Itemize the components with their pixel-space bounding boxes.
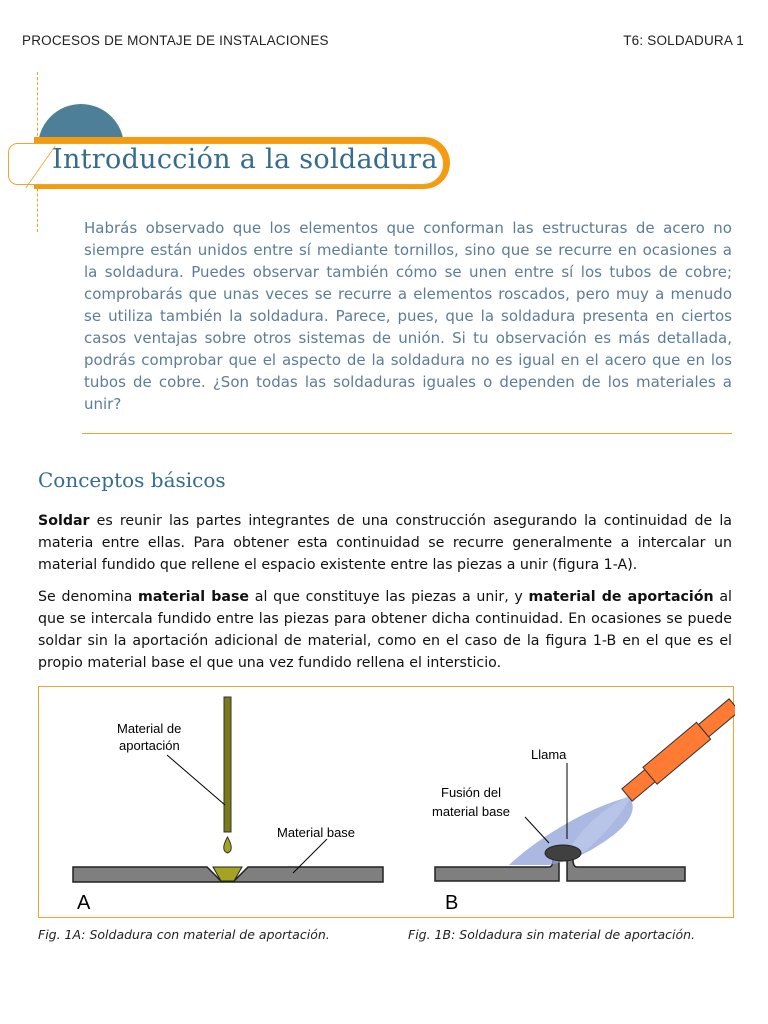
intro-paragraph: Habrás observado que los elementos que conforman las estructuras de acero no siempre están unidos entre sí mediante tornillos, sino que se recurre en ocasiones a la soldadura. Puedes observar también cómo se unen entre sí los tubos de cobre; comprobarás que unas veces se recurre a elementos roscados, pero muy a menudo se utiliza también la soldadura. Parece, pues, que la soldadura presenta en ciertos casos ventajas sobre otros sistemas de unión. Si tu observación es más detallada, podrás comprobar que el aspecto de la soldadura no es igual en el acero que en los tubos de cobre. ¿Son todas las soldaduras iguales o dependen de los materiales a unir? bbox=[84, 219, 732, 413]
torch-handle bbox=[698, 699, 735, 737]
paragraph-material bbox=[38, 586, 732, 674]
paragraph-material-text-3: al que se intercala fundido entre las piezas para obtener dicha continuidad. En ocasiones se puede soldar sin la aportación adicional de material, como en el caso de la figura 1-B en el que es el propio material base el que una vez fundido rellena el intersticio. bbox=[38, 589, 732, 671]
label-letter-b: B bbox=[445, 892, 459, 914]
welding-diagram bbox=[39, 687, 735, 919]
fused-zone bbox=[545, 845, 581, 861]
filler-drop bbox=[224, 837, 232, 853]
label-fusion-1: Fusión del bbox=[441, 785, 501, 800]
paragraph-soldar bbox=[38, 510, 732, 576]
term-material-base: material base bbox=[138, 589, 250, 605]
label-letter-a: A bbox=[77, 892, 91, 914]
label-fusion-2: material base bbox=[432, 804, 511, 819]
filler-rod bbox=[224, 697, 231, 832]
page-title: Introducción a la soldadura bbox=[52, 144, 438, 175]
pointer-aportacion bbox=[167, 755, 225, 805]
torch bbox=[620, 697, 735, 804]
label-aportacion-2: aportación bbox=[119, 738, 180, 753]
intro-divider bbox=[82, 433, 732, 434]
section-title: Conceptos básicos bbox=[38, 468, 226, 492]
paragraph-material-text-1: Se denomina bbox=[38, 589, 139, 605]
label-llama: Llama bbox=[531, 747, 567, 762]
term-soldar: Soldar bbox=[38, 513, 90, 529]
caption-fig-1a: Fig. 1A: Soldadura con material de aportación. bbox=[38, 927, 330, 942]
torch-body bbox=[643, 722, 711, 784]
term-material-aportacion: material de aportación bbox=[528, 589, 714, 605]
label-material-base-a: Material base bbox=[277, 825, 356, 840]
header-course: PROCESOS DE MONTAJE DE INSTALACIONES bbox=[22, 33, 329, 48]
paragraph-soldar-text: es reunir las partes integrantes de una construcción asegurando la continuidad de la materia entre ellas. Para obtener esta continuidad se recurre generalmente a intercalar un material fundido que rellene el espacio existente entre las piezas a unir (figura 1-A). bbox=[38, 513, 732, 573]
header-unit: T6: SOLDADURA 1 bbox=[623, 33, 744, 48]
caption-fig-1b: Fig. 1B: Soldadura sin material de aportación. bbox=[408, 927, 695, 942]
paragraph-material-text-2: al que constituye las piezas a unir, y bbox=[249, 589, 529, 605]
label-aportacion-1: Material de bbox=[117, 721, 182, 736]
figure-1 bbox=[38, 686, 734, 918]
pointer-fusion bbox=[525, 817, 549, 843]
